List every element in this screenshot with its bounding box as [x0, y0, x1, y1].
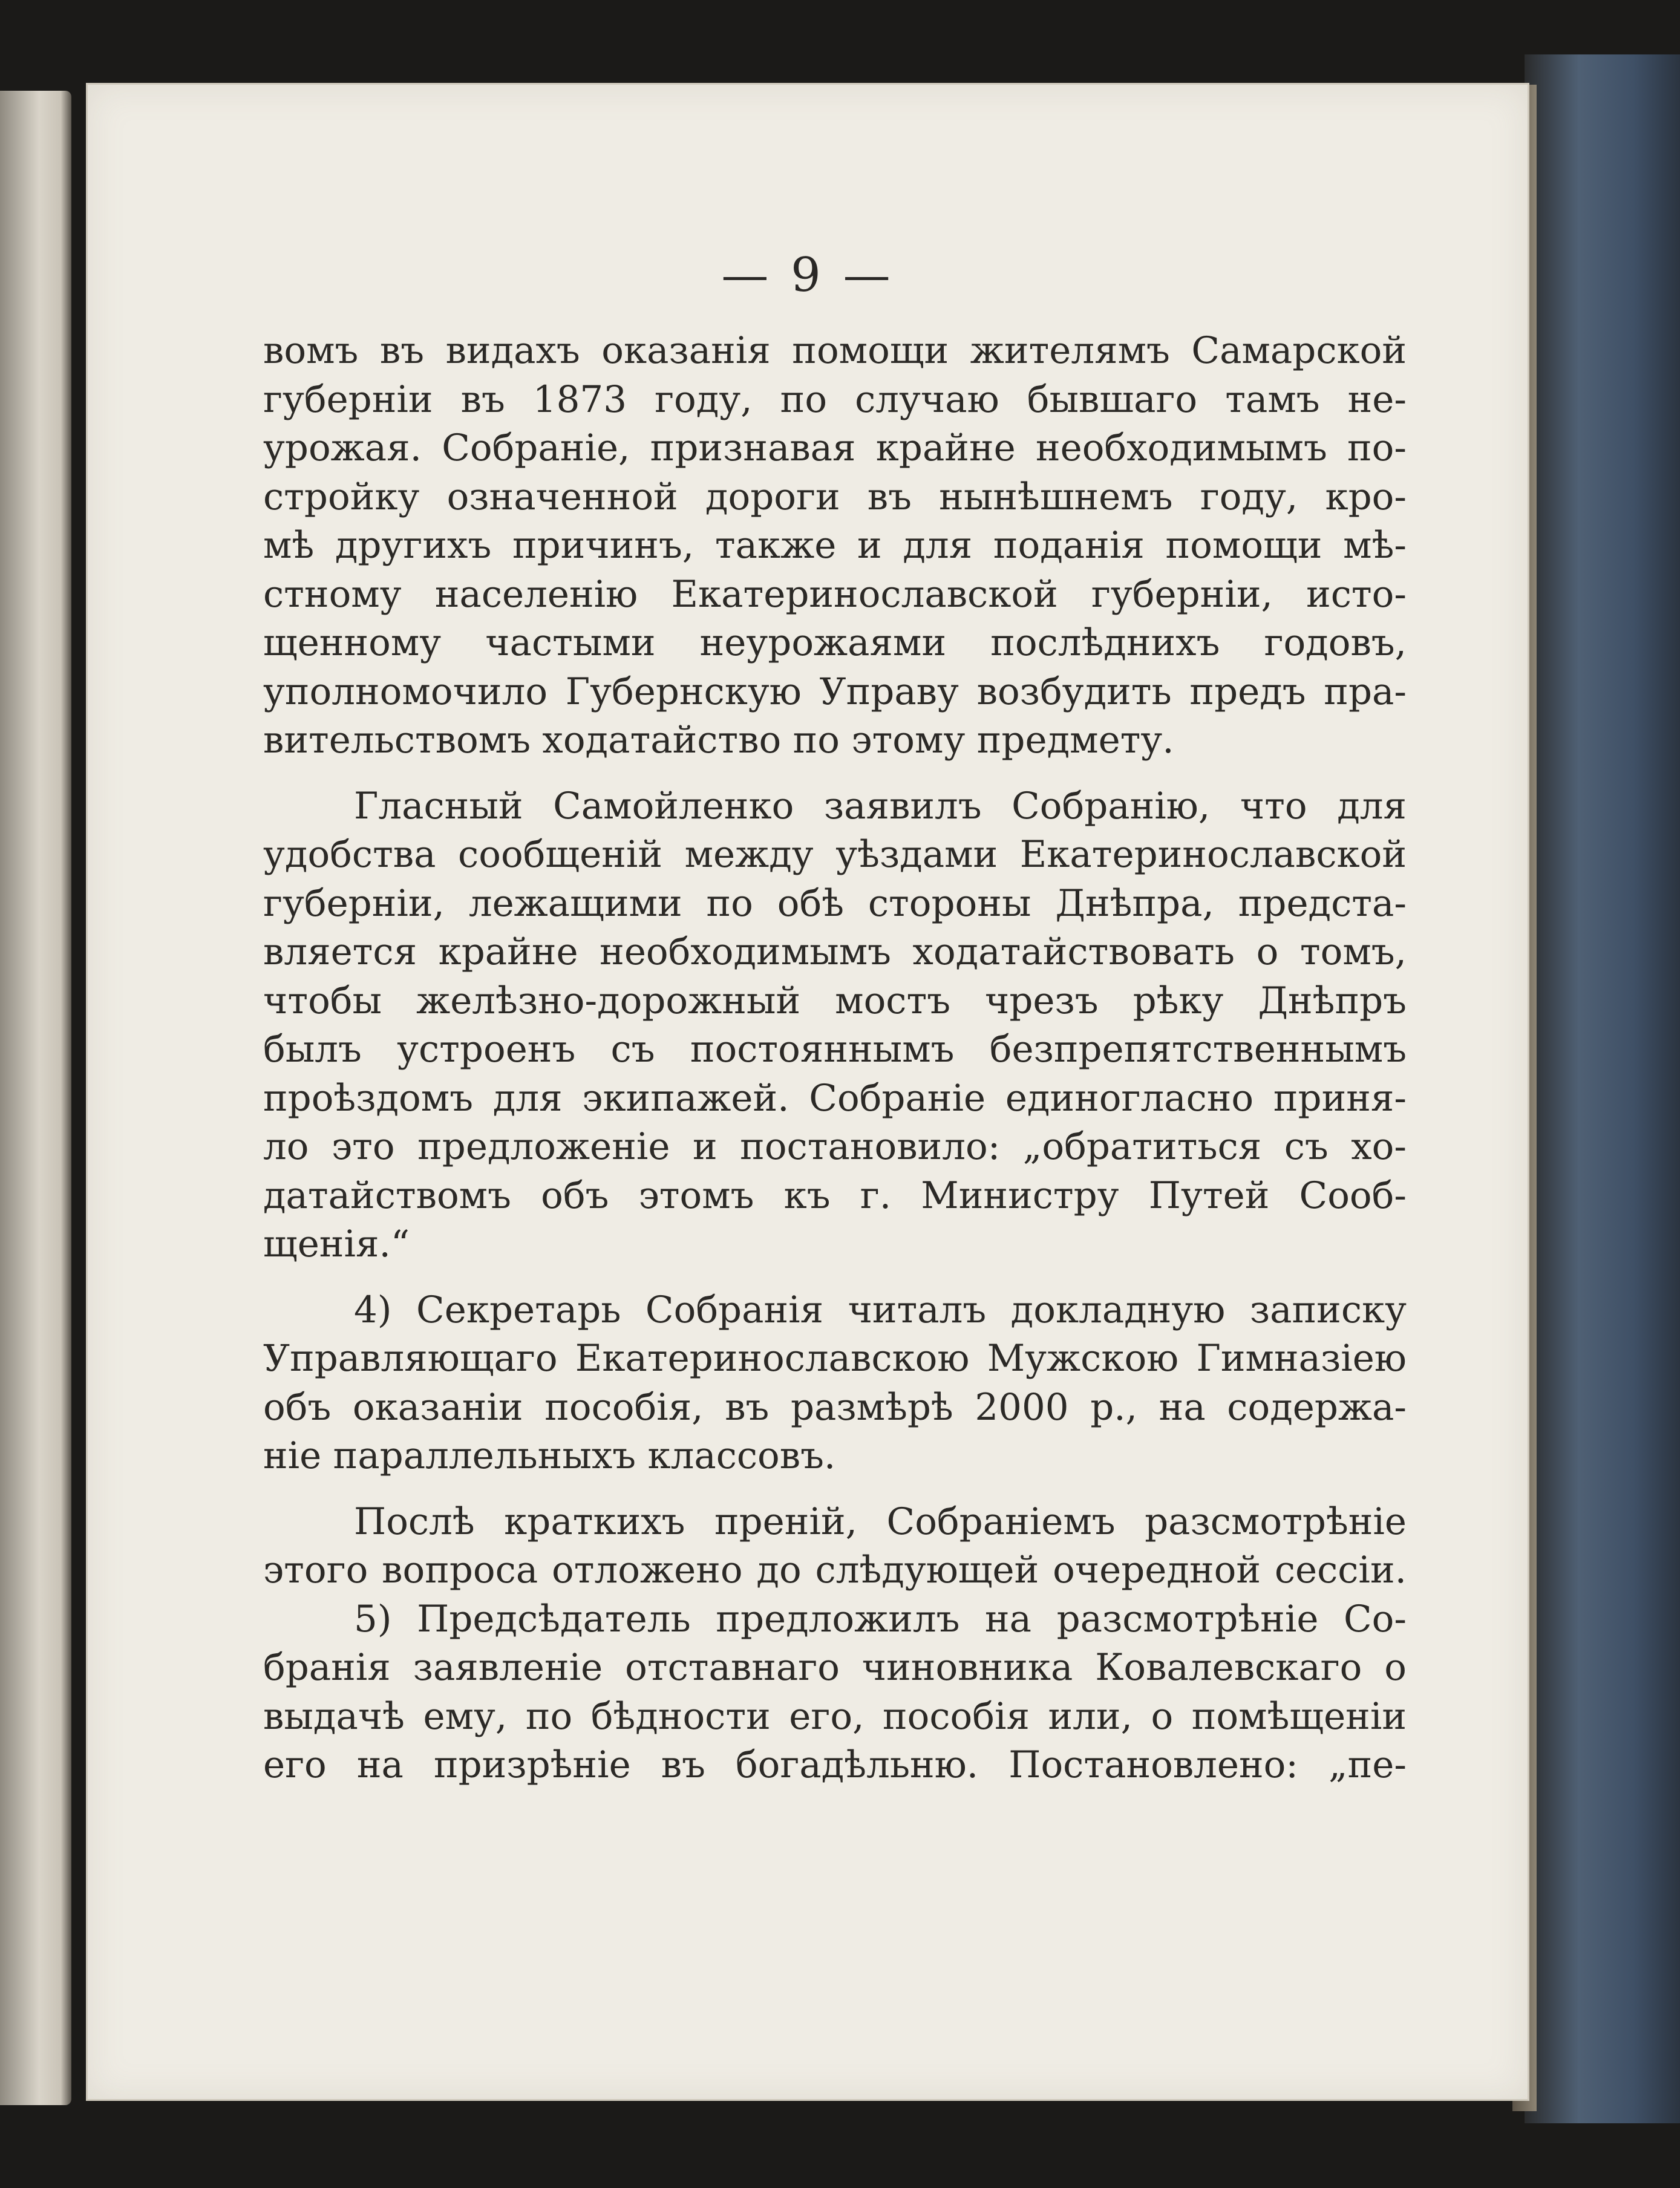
text-line: Гласный Самойленко заявилъ Собранію, что для: [354, 784, 1407, 828]
text-line: 4) Секретарь Собранія читалъ докладную записку: [354, 1288, 1407, 1331]
book-cover-right: [1525, 54, 1680, 2123]
text-line: объ оказаніи пособія, въ размѣрѣ 2000 р., на содержа-: [263, 1385, 1407, 1429]
text-line: удобства сообщеній между уѣздами Екатеринославской: [263, 833, 1407, 876]
text-line: Послѣ краткихъ преній, Собраніемъ разсмотрѣніе: [354, 1500, 1407, 1543]
text-line: чтобы желѣзно-дорожный мостъ чрезъ рѣку Днѣпръ: [263, 979, 1407, 1022]
text-line: стройку означенной дороги въ нынѣшнемъ году, кро-: [263, 475, 1407, 518]
text-line: былъ устроенъ съ постояннымъ безпрепятственнымъ: [263, 1028, 1407, 1071]
text-line: уполномочило Губернскую Управу возбудить предъ пра-: [263, 670, 1407, 713]
page-text: [263, 327, 1407, 1790]
text-line: урожая. Собраніе, признавая крайне необходимымъ по-: [263, 426, 1407, 469]
text-line: 5) Предсѣдатель предложилъ на разсмотрѣніе Со-: [354, 1597, 1407, 1641]
text-line: щенному частыми неурожаями послѣднихъ годовъ,: [263, 621, 1407, 664]
text-line: проѣздомъ для экипажей. Собраніе единогласно приня-: [263, 1076, 1407, 1120]
text-line: вляется крайне необходимымъ ходатайствовать о томъ,: [263, 930, 1407, 973]
text-line: Управляющаго Екатеринославскою Мужскою Гимназіею: [263, 1337, 1407, 1380]
previous-page-edge: [0, 91, 71, 2105]
text-line: его на призрѣніе въ богадѣльню. Постановлено: „пе-: [263, 1743, 1407, 1786]
text-line: стному населенію Екатеринославской губерніи, исто-: [263, 572, 1407, 616]
text-line: ло это предложеніе и постановило: „обратиться съ хо-: [263, 1125, 1407, 1168]
text-line: бранія заявленіе отставнаго чиновника Ковалевскаго о: [263, 1646, 1407, 1689]
book-page: [88, 85, 1528, 2099]
text-line: мѣ другихъ причинъ, также и для поданія помощи мѣ-: [263, 524, 1407, 567]
text-line: этого вопроса отложено до слѣдующей очередной сессіи.: [263, 1549, 1407, 1592]
text-line: губерніи въ 1873 году, по случаю бывшаго тамъ не-: [263, 377, 1407, 421]
text-line: выдачѣ ему, по бѣдности его, пособія или, о помѣщеніи: [263, 1694, 1407, 1738]
text-line: ніе параллельныхъ классовъ.: [263, 1434, 836, 1477]
text-line: щенія.“: [263, 1223, 410, 1265]
page-number: — 9 —: [721, 248, 894, 302]
text-line: датайствомъ объ этомъ къ г. Министру Путей Сооб-: [263, 1174, 1407, 1217]
text-line: вомъ въ видахъ оказанія помощи жителямъ Самарской: [263, 329, 1407, 372]
text-line: губерніи, лежащими по обѣ стороны Днѣпра, предста-: [263, 881, 1407, 925]
text-line: вительствомъ ходатайство по этому предмету.: [263, 719, 1174, 762]
